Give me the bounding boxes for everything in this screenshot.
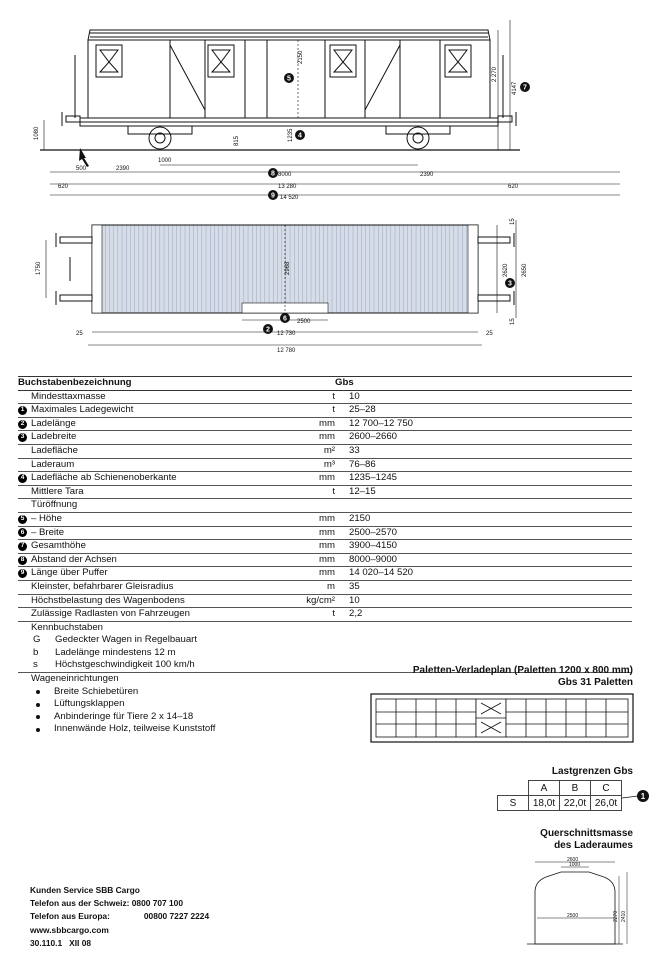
spec-unit: mm bbox=[319, 472, 335, 484]
spec-value: 14 020–14 520 bbox=[349, 567, 414, 579]
spec-badge-cell bbox=[18, 486, 31, 498]
dim-13280: 13 280 bbox=[278, 184, 297, 190]
spec-badge-cell bbox=[18, 391, 31, 403]
contact-block bbox=[30, 884, 209, 950]
dim-14520: 14 520 bbox=[280, 195, 299, 201]
spec-unit: mm bbox=[319, 567, 335, 579]
spec-row bbox=[18, 608, 632, 622]
spec-row bbox=[18, 486, 632, 500]
spec-label: – Höhe bbox=[31, 512, 62, 524]
svg-text:2: 2 bbox=[266, 326, 270, 334]
number-badge: 5 bbox=[18, 515, 27, 524]
spec-badge-cell bbox=[18, 554, 31, 566]
spec-value: 8000–9000 bbox=[349, 553, 398, 565]
contact-doc: 30.110.1 XII 08 bbox=[30, 937, 92, 948]
spec-header-label: Buchstabenbezeichnung bbox=[18, 377, 132, 388]
wagen-text: Innenwände Holz, teilweise Kunststoff bbox=[54, 723, 216, 735]
svg-text:5: 5 bbox=[287, 75, 291, 83]
spec-value: 10 bbox=[349, 390, 360, 402]
number-badge: 6 bbox=[18, 528, 27, 537]
spec-unit: mm bbox=[319, 512, 335, 524]
number-badge: 4 bbox=[18, 474, 27, 483]
kenn-text: Ladelänge mindestens 12 m bbox=[55, 646, 176, 658]
spec-label: Ladefläche bbox=[31, 444, 78, 456]
spec-value: 2500–2570 bbox=[349, 526, 398, 538]
spec-label: – Breite bbox=[31, 526, 65, 538]
dim-1080: 1080 bbox=[34, 126, 40, 140]
pallet-title-1: Paletten-Verladeplan (Paletten 1200 x 800 mm) bbox=[412, 665, 633, 676]
spec-unit: t bbox=[332, 608, 335, 620]
spec-row bbox=[18, 567, 632, 581]
dim-2150: 2150 bbox=[298, 50, 304, 64]
spec-unit: mm bbox=[319, 540, 335, 552]
spec-badge-cell bbox=[18, 472, 31, 484]
top-dim-15-bottom: 15 bbox=[510, 318, 516, 325]
spec-row bbox=[18, 540, 632, 554]
spec-badge-cell bbox=[18, 459, 31, 471]
spec-value: 1235–1245 bbox=[349, 472, 398, 484]
spec-label: Maximales Ladegewicht bbox=[31, 404, 134, 416]
bullet-icon bbox=[36, 703, 40, 707]
kenn-key: s bbox=[33, 659, 38, 671]
top-dim-12780: 12 780 bbox=[277, 348, 296, 354]
spec-unit: t bbox=[332, 485, 335, 497]
spec-table bbox=[18, 376, 632, 736]
kenn-item bbox=[18, 634, 632, 647]
contact-ch: Telefon aus der Schweiz: 0800 707 100 bbox=[30, 898, 183, 909]
bullet-icon bbox=[36, 690, 40, 694]
limits-col-b: B bbox=[560, 781, 591, 796]
spec-row bbox=[18, 391, 632, 405]
spec-badge-cell bbox=[18, 513, 31, 525]
spec-row bbox=[18, 472, 632, 486]
dim-2390-right: 2390 bbox=[420, 172, 434, 178]
svg-text:8: 8 bbox=[271, 170, 275, 178]
dim-8000: 8000 bbox=[278, 172, 292, 178]
spec-badge-cell bbox=[18, 418, 31, 430]
spec-value: 33 bbox=[349, 444, 360, 456]
kenn-key: G bbox=[33, 634, 41, 646]
spec-label: Mindesttaxmasse bbox=[31, 390, 106, 402]
dim-500: 500 bbox=[76, 166, 87, 172]
kenn-title: Kennbuchstaben bbox=[31, 621, 104, 633]
spec-badge-cell bbox=[18, 404, 31, 416]
top-dim-15-top: 15 bbox=[510, 218, 516, 225]
spec-value: 76–86 bbox=[349, 458, 376, 470]
number-badge: 8 bbox=[18, 556, 27, 565]
cross-dim-2500: 2500 bbox=[567, 913, 579, 919]
spec-badge-cell bbox=[18, 500, 31, 512]
top-dim-2620: 2620 bbox=[503, 263, 509, 277]
kenn-text: Gedeckter Wagen in Regelbauart bbox=[55, 634, 198, 646]
spec-badge-cell bbox=[18, 445, 31, 457]
wagen-title: Wageneinrichtungen bbox=[18, 672, 632, 686]
wagen-text: Anbinderinge für Tiere 2 x 14–18 bbox=[54, 710, 194, 722]
spec-badge-cell bbox=[18, 527, 31, 539]
spec-value: 3900–4150 bbox=[349, 540, 398, 552]
contact-eu-number[interactable]: 00800 7227 2224 bbox=[143, 911, 210, 922]
spec-value: 12 700–12 750 bbox=[349, 417, 414, 429]
top-dim-2500: 2500 bbox=[297, 319, 311, 325]
wagen-text: Lüftungsklappen bbox=[54, 698, 125, 710]
spec-badge-cell bbox=[18, 581, 31, 593]
spec-label: Abstand der Achsen bbox=[31, 553, 117, 565]
top-dim-25-right: 25 bbox=[486, 331, 493, 337]
spec-badge-cell bbox=[18, 432, 31, 444]
dim-2390-left: 2390 bbox=[116, 166, 130, 172]
contact-ch-number[interactable]: 0800 707 100 bbox=[131, 898, 183, 909]
limits-col-c: C bbox=[591, 781, 622, 796]
spec-header-value: Gbs bbox=[335, 377, 354, 388]
limits-value-b: 22,0t bbox=[560, 796, 591, 811]
svg-text:6: 6 bbox=[283, 315, 287, 323]
spec-row bbox=[18, 595, 632, 609]
spec-row bbox=[18, 513, 632, 527]
top-dim-1750: 1750 bbox=[36, 261, 42, 275]
dim-815: 815 bbox=[234, 135, 240, 146]
spec-unit: t bbox=[332, 404, 335, 416]
spec-badge-cell bbox=[18, 540, 31, 552]
spec-unit: mm bbox=[319, 431, 335, 443]
top-view-drawing bbox=[0, 205, 663, 355]
cross-dim-2600: 2600 bbox=[567, 857, 579, 863]
dim-1235: 1235 bbox=[288, 128, 294, 142]
number-badge: 9 bbox=[18, 569, 27, 578]
svg-text:4: 4 bbox=[298, 132, 302, 140]
cross-dim-1000: 1000 bbox=[569, 862, 581, 868]
dim-2270: 2 270 bbox=[492, 66, 498, 82]
spec-value: 25–28 bbox=[349, 404, 376, 416]
contact-eu: Telefon aus Europa: 00800 7227 2224 bbox=[30, 911, 210, 922]
wagen-text: Breite Schiebetüren bbox=[54, 685, 139, 697]
limits-badge bbox=[622, 788, 652, 808]
spec-value: 35 bbox=[349, 580, 360, 592]
kenn-key: b bbox=[33, 646, 39, 658]
spec-label: Laderaum bbox=[31, 458, 75, 470]
spec-value: 2,2 bbox=[349, 608, 363, 620]
pallet-title-2: Gbs 31 Paletten bbox=[557, 677, 633, 688]
spec-badge-cell bbox=[18, 595, 31, 607]
kenn-text: Höchstgeschwindigkeit 100 km/h bbox=[55, 659, 195, 671]
top-dim-2650: 2650 bbox=[522, 263, 528, 277]
pallet-plan bbox=[370, 693, 634, 743]
spec-rows bbox=[18, 391, 632, 622]
spec-unit: m² bbox=[323, 444, 335, 456]
number-badge: 7 bbox=[18, 542, 27, 551]
spec-row bbox=[18, 404, 632, 418]
number-badge: 1 bbox=[18, 406, 27, 415]
spec-unit: m bbox=[327, 580, 335, 592]
number-badge: 2 bbox=[18, 420, 27, 429]
spec-unit: kg/cm² bbox=[306, 594, 335, 606]
top-dim-12730: 12 730 bbox=[277, 331, 296, 337]
spec-row bbox=[18, 499, 632, 513]
spec-unit: mm bbox=[319, 417, 335, 429]
bullet-icon bbox=[36, 715, 40, 719]
spec-row bbox=[18, 581, 632, 595]
spec-header bbox=[18, 376, 632, 391]
spec-label: Gesamthöhe bbox=[31, 540, 86, 552]
limits-value-c: 26,0t bbox=[591, 796, 622, 811]
cross-dim-2410: 2410 bbox=[621, 910, 627, 922]
dim-1000: 1000 bbox=[158, 158, 172, 164]
spec-row bbox=[18, 554, 632, 568]
limits-table bbox=[497, 780, 622, 811]
spec-label: Ladebreite bbox=[31, 431, 77, 443]
dim-620-left: 620 bbox=[58, 184, 69, 190]
spec-label: Höchstbelastung des Wagenbodens bbox=[31, 594, 185, 606]
spec-label: Türöffnung bbox=[31, 499, 78, 511]
limits-title: Lastgrenzen Gbs bbox=[551, 766, 633, 777]
spec-value: 2150 bbox=[349, 512, 371, 524]
spec-row bbox=[18, 527, 632, 541]
svg-text:1: 1 bbox=[640, 792, 646, 801]
spec-label: Länge über Puffer bbox=[31, 567, 108, 579]
spec-badge-cell bbox=[18, 568, 31, 580]
top-dim-25-left: 25 bbox=[76, 331, 83, 337]
spec-label: Mittlere Tara bbox=[31, 485, 84, 497]
limits-row-label: S bbox=[498, 796, 529, 811]
contact-service: Kunden Service SBB Cargo bbox=[30, 885, 140, 895]
spec-label: Zulässige Radlasten von Fahrzeugen bbox=[31, 608, 190, 620]
cross-title-2: des Laderaumes bbox=[554, 840, 633, 851]
svg-text:7: 7 bbox=[523, 84, 527, 92]
side-view-drawing bbox=[0, 0, 663, 205]
spec-unit: mm bbox=[319, 526, 335, 538]
spec-label: Kleinster, befahrbarer Gleisradius bbox=[31, 580, 174, 592]
number-badge: 3 bbox=[18, 433, 27, 442]
spec-row bbox=[18, 459, 632, 473]
spec-row bbox=[18, 445, 632, 459]
spec-label: Ladefläche ab Schienenoberkante bbox=[31, 472, 177, 484]
kenn-item bbox=[18, 647, 632, 660]
cross-section-drawing bbox=[515, 852, 635, 952]
cross-dim-2270: 2270 bbox=[613, 910, 619, 922]
dim-620-right: 620 bbox=[508, 184, 519, 190]
limits-corner bbox=[498, 781, 529, 796]
spec-unit: mm bbox=[319, 553, 335, 565]
contact-web-link[interactable]: www.sbbcargo.com bbox=[30, 924, 109, 935]
spec-row bbox=[18, 418, 632, 432]
spec-row bbox=[18, 431, 632, 445]
spec-unit: t bbox=[332, 390, 335, 402]
spec-label: Ladelänge bbox=[31, 417, 76, 429]
spec-badge-cell bbox=[18, 608, 31, 620]
bullet-icon bbox=[36, 728, 40, 732]
svg-text:3: 3 bbox=[508, 280, 512, 288]
top-dim-2968: 2968 bbox=[285, 261, 291, 275]
spec-value: 2600–2660 bbox=[349, 431, 398, 443]
spec-value: 10 bbox=[349, 594, 360, 606]
limits-value-a: 18,0t bbox=[529, 796, 560, 811]
limits-col-a: A bbox=[529, 781, 560, 796]
cross-title-1: Querschnittsmasse bbox=[540, 828, 633, 839]
spec-value: 12–15 bbox=[349, 485, 376, 497]
dim-4147: 4147 bbox=[512, 81, 518, 95]
svg-text:9: 9 bbox=[271, 192, 275, 200]
spec-unit: m³ bbox=[323, 458, 335, 470]
